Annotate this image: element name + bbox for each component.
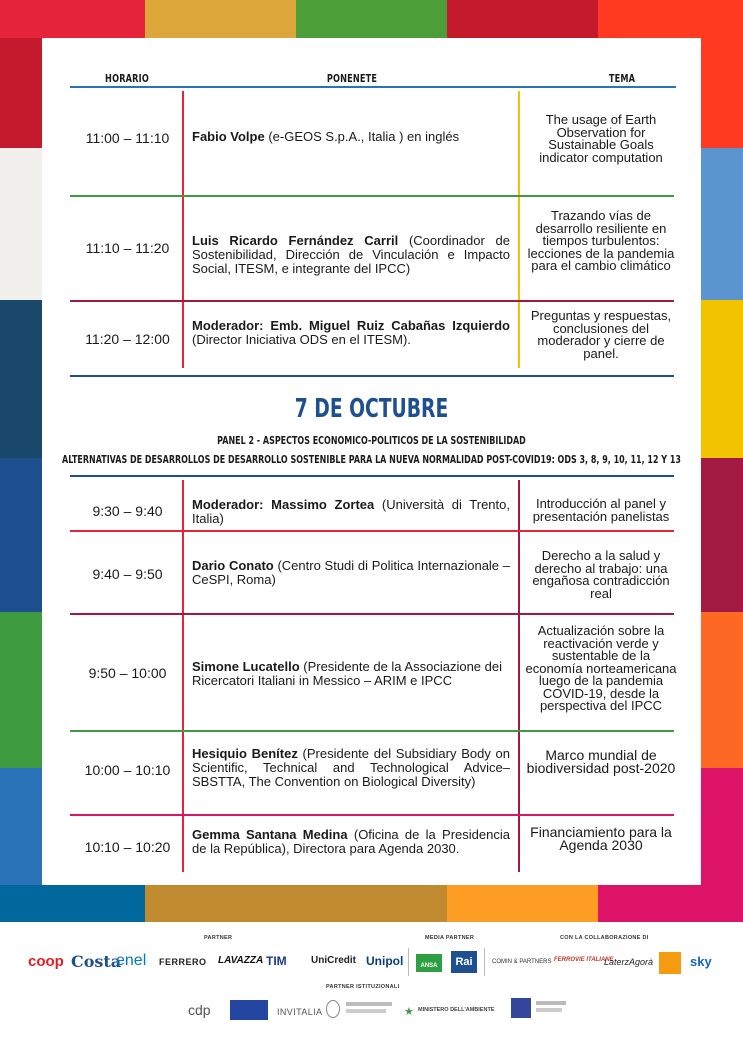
costa-logo: Costa	[71, 952, 122, 971]
frame-left-band	[0, 300, 42, 458]
ansa-logo: ANSA	[416, 954, 442, 972]
frame-top-band	[145, 0, 296, 38]
row-topic: Financiamiento para la Agenda 2030	[530, 824, 672, 853]
row-topic: Preguntas y respuestas, conclusiones del moderador y cierre de panel.	[530, 308, 672, 361]
row-time: 10:00 – 10:10	[84, 762, 171, 778]
row-divider	[70, 530, 674, 532]
collab-label: CON LA COLLABORAZIONE DI	[560, 935, 649, 941]
row-divider	[70, 195, 674, 197]
frame-left-band	[0, 612, 42, 768]
speaker-name: Moderador: Emb. Miguel Ruiz Cabañas Izquierdo	[192, 318, 510, 333]
republic-emblem-icon	[326, 1000, 340, 1018]
foreign-ministry-text-icon	[346, 1002, 392, 1006]
speaker-name: Moderador: Massimo Zortea	[192, 497, 375, 512]
row-speaker	[192, 234, 510, 276]
agency-text-icon	[536, 1008, 562, 1012]
frame-left-band	[0, 768, 42, 885]
header-time: HORARIO	[105, 73, 149, 85]
row-divider	[70, 814, 674, 816]
panel-title: PANEL 2 - ASPECTOS ECONOMICO-POLITICOS DE LA SOSTENIBILIDAD	[217, 435, 526, 447]
tim-logo: TIM	[266, 954, 287, 968]
frame-bottom-band	[296, 885, 447, 922]
coop-logo: coop	[28, 953, 64, 970]
header-rule	[70, 86, 676, 88]
partner-label: PARTNER	[204, 935, 233, 941]
frame-left-band	[0, 38, 42, 148]
row-speaker	[192, 498, 510, 526]
frame-top-band	[296, 0, 447, 38]
divider-yellow	[518, 91, 520, 368]
laterza-logo: LaterzAgorà	[604, 957, 654, 967]
speaker-name: Dario Conato	[192, 558, 274, 573]
speaker-detail: (Presidente del Subsidiary Body on Scientific, Technical and Technological Advice–SBSTTA, The Convention on Biological Diversity)	[192, 746, 510, 789]
row-topic: Trazando vías de desarrollo resiliente en tiempos turbulentos: lecciones de la pandemia para el cambio climático	[527, 208, 675, 273]
speaker-detail: (Oficina de la Presidencia de la República), Directora para Agenda 2030.	[192, 827, 510, 856]
cdp-logo: cdp	[188, 1002, 211, 1018]
row-speaker	[192, 747, 510, 789]
speaker-detail: (Presidente de la Associazione dei Ricercatori Italiani in Messico – ARIM e IPCC	[192, 659, 502, 688]
frame-right-band	[701, 458, 743, 612]
frame-top-band	[598, 0, 743, 38]
speaker-name: Fabio Volpe	[192, 129, 265, 144]
speaker-name: Luis Ricardo Fernández Carril	[192, 233, 399, 248]
frame-bottom-band	[145, 885, 296, 922]
frame-bottom-band	[0, 885, 145, 922]
row-time: 9:30 – 9:40	[92, 503, 163, 519]
frame-right-band	[701, 148, 743, 300]
program-panel	[42, 38, 701, 885]
row-topic: Marco mundial de biodiversidad post-2020	[526, 747, 676, 776]
row-time: 11:00 – 11:10	[85, 130, 170, 146]
unipol-logo: Unipol	[366, 954, 404, 968]
speaker-name: Simone Lucatello	[192, 659, 300, 674]
invitalia-logo: INVITALIA	[277, 1007, 323, 1017]
row-topic: Actualización sobre la reactivación verde y sustentable de la economía norteamericana luego de la pandemia COVID-19, desde la perspectiva del IPCC	[525, 623, 677, 713]
foreign-ministry-text-icon	[346, 1009, 386, 1013]
frame-right-band	[701, 612, 743, 768]
row-time: 9:40 – 9:50	[92, 566, 163, 582]
enel-logo: enel	[116, 952, 147, 969]
ambiente-logo: MINISTERO DELL'AMBIENTE	[418, 1007, 495, 1013]
row-topic: The usage of Earth Observation for Sustainable Goals indicator computation	[539, 112, 663, 165]
row-divider	[70, 300, 674, 302]
lavazza-logo: LAVAZZA	[218, 955, 264, 966]
row-time: 11:20 – 12:00	[85, 331, 170, 347]
frame-right-band	[701, 300, 743, 458]
row-topic: Introducción al panel y presentación panelistas	[532, 496, 670, 524]
row-speaker	[192, 828, 510, 856]
frame-top-band	[447, 0, 598, 38]
separator	[408, 948, 409, 976]
row-divider	[70, 475, 674, 477]
speaker-detail: (e-GEOS S.p.A., Italia ) en inglés	[264, 129, 460, 144]
frame-left-band	[0, 458, 42, 612]
speaker-detail: (Università di Trento, Italia)	[192, 497, 510, 526]
agency-emblem-icon	[511, 998, 531, 1018]
ministry-star-icon: ★	[404, 1006, 414, 1018]
row-divider	[70, 613, 674, 615]
unicredit-logo: UniCredit	[311, 955, 356, 966]
frame-right-band	[701, 38, 743, 148]
header-speaker: PONENETE	[326, 73, 378, 85]
speaker-detail: (Coordinador de Sostenibilidad, Dirección de Vinculación e Impacto Social, ITESM, e integrante del IPCC)	[192, 233, 510, 276]
row-speaker	[192, 319, 510, 347]
partners-footer	[0, 922, 743, 1051]
speaker-name: Gemma Santana Medina	[192, 827, 348, 842]
row-topic: Derecho a la salud y derecho al trabajo: una engañosa contradicción real	[532, 548, 670, 601]
row-time: 9:50 – 10:00	[88, 665, 167, 681]
sky-logo: sky	[690, 954, 712, 969]
eu-flag-icon	[230, 1000, 268, 1020]
row-time: 10:10 – 10:20	[84, 839, 171, 855]
row-time: 11:10 – 11:20	[85, 240, 170, 256]
row-divider	[70, 375, 674, 377]
agency-text-icon	[536, 1001, 566, 1005]
speaker-name: Hesiquio Benítez	[192, 746, 298, 761]
speaker-detail: (Centro Studi di Politica Internazionale – CeSPI, Roma)	[192, 558, 510, 587]
panel-subtitle: ALTERNATIVAS DE DESARROLLOS DE DESARROLLO SOSTENIBLE PARA LA NUEVA NORMALIDAD POST-COVID19: ODS 3, 8, 9, 10, 11, 12 Y 13	[62, 454, 681, 466]
date-title: 7 DE OCTUBRE	[294, 394, 449, 424]
frame-right-band	[701, 768, 743, 885]
comin-logo: COMIN & PARTNERS	[492, 959, 552, 965]
row-speaker	[192, 559, 510, 587]
separator	[484, 948, 485, 976]
frame-left-band	[0, 148, 42, 300]
media-partner-label: MEDIA PARTNER	[425, 935, 475, 941]
institutional-label: PARTNER ISTITUZIONALI	[326, 984, 400, 990]
row-speaker	[192, 660, 510, 688]
festival-badge-icon	[659, 952, 681, 974]
row-speaker	[192, 130, 510, 144]
rai-logo: Rai	[451, 951, 477, 973]
speaker-detail: (Director Iniciativa ODS en el ITESM).	[192, 332, 411, 347]
frame-bottom-band	[598, 885, 743, 922]
ferrovie-logo: FERROVIE ITALIANE	[554, 957, 614, 963]
header-topic: TEMA	[608, 73, 636, 85]
frame-bottom-band	[447, 885, 598, 922]
frame-top-band	[0, 0, 145, 38]
ferrero-logo: FERRERO	[159, 957, 207, 967]
row-divider	[70, 730, 674, 732]
